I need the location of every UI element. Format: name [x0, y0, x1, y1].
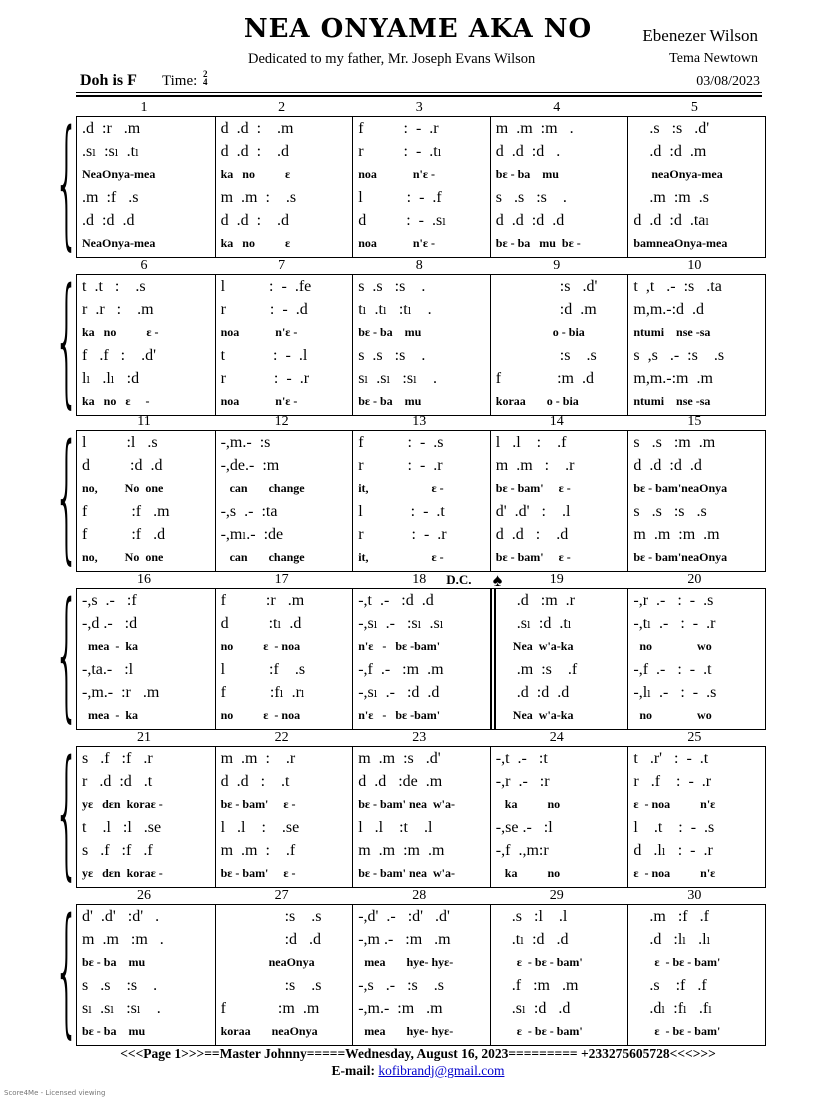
bass-notes: -,m.- :r .m — [82, 683, 160, 701]
measure — [215, 431, 353, 571]
header-rule — [76, 92, 762, 93]
tenor-notes: l :f .s — [220, 661, 306, 678]
measure-grid — [76, 116, 766, 258]
bass-notes: m .m :m .m — [358, 841, 445, 859]
lyric-line: bɛ - ba mu bɛ - — [495, 236, 581, 250]
lyric-line: neaOnya-mea — [633, 167, 723, 181]
lyric-line: ɛ - noa n'ɛ — [633, 866, 716, 880]
tenor-notes: .m :m .s — [633, 189, 709, 206]
tenor-notes: :s .s — [220, 977, 322, 994]
measure-grid — [76, 746, 766, 888]
soprano-notes: -,s .- :f — [82, 592, 137, 609]
measure — [627, 117, 765, 257]
soprano-notes: m .m : .r — [220, 750, 296, 767]
soprano-notes: -,t .- :d .d — [358, 592, 434, 609]
measure — [352, 275, 490, 415]
alto-notes: .d :lₗ .lₗ — [633, 930, 711, 948]
header-rule-thick — [76, 95, 762, 97]
lyric-line: bɛ - ba mu — [358, 325, 422, 339]
tenor-notes: -,s .- :ta — [220, 503, 278, 520]
lyric-line: Nea w'a-ka — [500, 639, 574, 653]
lyric-line: mea - ka — [82, 708, 138, 722]
soprano-notes: f :r .m — [220, 592, 305, 609]
alto-notes: .sₗ :sₗ .tₗ — [82, 142, 139, 160]
lyric-line: n'ɛ - bɛ -bam' — [358, 708, 441, 722]
lyric-line: ka no — [495, 797, 561, 811]
measure-number: 13 — [412, 414, 427, 429]
measure — [215, 117, 353, 257]
tenor-notes: :s .s — [495, 347, 597, 364]
measure-number: 19 — [549, 572, 564, 587]
tenor-notes: f .f : .d' — [82, 347, 156, 364]
lyric-line: NeaOnya-mea — [82, 236, 156, 250]
email-link[interactable]: kofibrandj@gmail.com — [378, 1063, 505, 1078]
da-capo-marking: D.C. — [446, 572, 472, 587]
lyric-line: ka no ɛ - — [82, 394, 150, 408]
measure — [627, 275, 765, 415]
bass-notes: lₗ .lₗ :d — [82, 369, 140, 387]
lyric-line: ka no ɛ — [220, 167, 291, 181]
measure — [77, 431, 215, 571]
lyric-line: can change — [220, 481, 305, 495]
lyric-line: ka no — [495, 866, 561, 880]
soprano-notes: -,t .- :t — [495, 750, 548, 767]
alto-notes: -,de.- :m — [220, 456, 280, 474]
soprano-notes: :s .d' — [495, 278, 598, 295]
system-brace: { — [54, 734, 80, 895]
email-label: E-mail: — [331, 1063, 376, 1078]
lyric-line: bɛ - ba mu — [82, 1024, 146, 1038]
time-label: Time: — [162, 73, 198, 89]
soprano-notes: .m :f .f — [633, 908, 709, 925]
measure — [77, 589, 215, 729]
alto-notes: r : - .r — [358, 456, 443, 474]
soprano-notes: m .m :m . — [495, 120, 574, 137]
measure-number: 30 — [687, 888, 702, 903]
tenor-notes: -,f .- : - .t — [633, 661, 712, 678]
tenor-notes: .f :m .m — [495, 977, 579, 994]
page-footer: <<<Page 1>>>==Master Johnny=====Wednesday, August 16, 2023========= +233275605728<<<>>> — [120, 1046, 716, 1061]
alto-notes: :d .d — [220, 930, 322, 948]
alto-notes: .sₗ :d .tₗ — [500, 614, 572, 632]
measure-number: 1 — [140, 100, 148, 115]
measure-number: 24 — [549, 730, 564, 745]
lyric-line: yɛ dɛn koraɛ - — [82, 797, 163, 811]
lyric-line: ɛ - noa n'ɛ — [633, 797, 716, 811]
lyric-line: ɛ - bɛ - bam' — [633, 955, 721, 969]
lyric-line: o - bia — [495, 325, 585, 339]
composer-name: Ebenezer Wilson — [642, 26, 758, 45]
measure-number: 17 — [274, 572, 289, 587]
measure-number: 26 — [137, 888, 151, 903]
segno-icon: ♠ — [492, 570, 503, 590]
lyric-line: bɛ - bam' nea w'a- — [358, 797, 455, 811]
alto-notes: -,m .- :m .m — [358, 930, 451, 948]
tenor-notes: -,s .- :s .s — [358, 977, 444, 994]
soprano-notes: t ,t .- :s .ta — [633, 278, 722, 295]
alto-notes: -,r .- :r — [495, 772, 550, 790]
lyric-line: ɛ - bɛ - bam' — [495, 955, 583, 969]
bass-notes: f :m .m — [220, 999, 320, 1017]
soprano-notes: .s :l .l — [495, 908, 568, 925]
lyric-line: bɛ - bam' ɛ - — [495, 481, 571, 495]
measure-number: 12 — [274, 414, 289, 429]
tenor-notes: s .s :s . — [495, 189, 567, 206]
tenor-notes: t .l :l .se — [82, 819, 162, 836]
measure-number: 15 — [687, 414, 702, 429]
key-signature: Doh is F — [80, 72, 137, 89]
soprano-notes: f : - .s — [358, 434, 444, 451]
soprano-notes: :s .s — [220, 908, 322, 925]
tenor-notes: s .s :s . — [82, 977, 158, 994]
system-brace: { — [54, 262, 80, 423]
measure — [352, 117, 490, 257]
bass-notes: d .d :d .taₗ — [633, 211, 710, 229]
bass-notes: -,lₗ .- : - .s — [633, 683, 717, 701]
tenor-notes: l : - .t — [358, 503, 445, 520]
lyric-line: bɛ - ba mu — [358, 394, 422, 408]
system-brace: { — [54, 892, 80, 1053]
lyric-line: mea - ka — [82, 639, 138, 653]
lyric-line: noa n'ɛ - — [220, 325, 298, 339]
measure — [490, 117, 628, 257]
soprano-notes: l :l .s — [82, 434, 158, 451]
tenor-notes: l .t : - .s — [633, 819, 715, 836]
tenor-notes: s ,s .- :s .s — [633, 347, 725, 364]
measure-number: 16 — [137, 572, 151, 587]
measure — [352, 589, 490, 729]
soprano-notes: .s :s .d' — [633, 120, 710, 137]
time-signature-top: 2 — [203, 69, 208, 79]
measure-number: 3 — [415, 100, 423, 115]
bass-notes: .d :d .d — [82, 211, 135, 229]
soprano-notes: .d :m .r — [500, 592, 575, 609]
lyric-line: noa n'ɛ - — [358, 236, 435, 250]
bass-notes: r : - .r — [358, 525, 447, 543]
measure-numbers — [76, 572, 768, 588]
alto-notes: d .d :d .d — [633, 456, 702, 474]
measure-numbers — [76, 414, 768, 430]
lyric-line: no wo — [633, 639, 712, 653]
lyric-line: mea hye- hyɛ- — [358, 1024, 454, 1038]
soprano-notes: d' .d' :d' . — [82, 908, 160, 925]
tenor-notes: l : - .f — [358, 189, 442, 206]
bass-notes: r : - .r — [220, 369, 310, 387]
soprano-notes: s .s :s . — [358, 278, 426, 295]
lyric-line: bɛ - bam' ɛ - — [220, 797, 296, 811]
bass-notes: -,m.- :m .m — [358, 999, 443, 1017]
bass-notes: -,f .,m:r — [495, 841, 549, 859]
measure — [77, 747, 215, 887]
soprano-notes: s .s :m .m — [633, 434, 716, 451]
bass-notes: d : - .sₗ — [358, 211, 447, 229]
lyric-line: bɛ - bam' nea w'a- — [358, 866, 455, 880]
alto-notes: -,tₗ .- : - .r — [633, 614, 716, 632]
bass-notes: -,mₗ.- :de — [220, 525, 284, 543]
lyric-line: NeaOnya-mea — [82, 167, 156, 181]
measure-number: 10 — [687, 258, 702, 273]
measure-grid — [76, 588, 766, 730]
measure-number: 29 — [549, 888, 564, 903]
time-signature — [203, 70, 208, 86]
tenor-notes: s .s :s . — [358, 347, 426, 364]
tenor-notes: .s :f .f — [633, 977, 707, 994]
soprano-notes: -,d' .- :d' .d' — [358, 908, 450, 925]
lyric-line: bɛ - bam' ɛ - — [495, 550, 571, 564]
alto-notes: m,m.-:d .d — [633, 300, 705, 318]
bass-notes: -,sₗ .- :d .d — [358, 683, 440, 701]
lyric-line: Nea w'a-ka — [500, 708, 574, 722]
alto-notes: m .m : .r — [495, 456, 575, 474]
measure — [215, 589, 353, 729]
alto-notes: d .d :de .m — [358, 772, 443, 790]
tenor-notes: t : - .l — [220, 347, 308, 364]
measure — [627, 905, 765, 1045]
lyric-line: bɛ - ba mu — [82, 955, 146, 969]
measure-grid — [76, 274, 766, 416]
soprano-notes: -,m.- :s — [220, 434, 271, 451]
soprano-notes: m .m :s .d' — [358, 750, 441, 767]
measure-number: 7 — [278, 258, 286, 273]
dedication: Dedicated to my father, Mr. Joseph Evans Wilson — [248, 51, 536, 67]
bass-notes: d .lₗ : - .r — [633, 841, 713, 859]
bass-notes: d .d : .d — [220, 211, 290, 229]
tenor-notes: d' .d' : .l — [495, 503, 571, 520]
alto-notes: r : - .d — [220, 300, 308, 318]
lyric-line: ntumi nse -sa — [633, 325, 711, 339]
measure-number: 27 — [274, 888, 289, 903]
soprano-notes: l .l : .f — [495, 434, 567, 451]
lyric-line: noa n'ɛ - — [220, 394, 298, 408]
lyric-line: bɛ - bam'neaOnya — [633, 481, 728, 495]
bass-notes: sₗ .sₗ :sₗ . — [358, 369, 437, 387]
soprano-notes: t .r' : - .t — [633, 750, 709, 767]
tenor-notes: l .l : .se — [220, 819, 300, 836]
email-line — [0, 1063, 836, 1079]
measure-number: 5 — [690, 100, 698, 115]
measure — [77, 905, 215, 1045]
measure-number: 22 — [274, 730, 289, 745]
bass-notes: .dₗ :fₗ .fₗ — [633, 999, 713, 1017]
measure-number: 4 — [553, 100, 561, 115]
measure-number: 11 — [137, 414, 151, 429]
alto-notes: :d .m — [495, 300, 597, 318]
composition-date: 03/08/2023 — [696, 74, 760, 89]
bass-notes: .sₗ :d .d — [495, 999, 571, 1017]
measure-number: 9 — [553, 258, 561, 273]
lyric-line: it, ɛ - — [358, 481, 444, 495]
system-brace: { — [54, 418, 80, 579]
lyric-line: ɛ - bɛ - bam' — [633, 1024, 721, 1038]
soprano-notes: t .t : .s — [82, 278, 146, 295]
alto-notes: d :d .d — [82, 456, 163, 474]
measure — [352, 905, 490, 1045]
song-title: NEA ONYAME AKA NO — [243, 14, 593, 44]
soprano-notes: s .f :f .r — [82, 750, 153, 767]
lyric-line: mea hye- hyɛ- — [358, 955, 454, 969]
measure-numbers — [76, 100, 768, 116]
tenor-notes: l .l :t .l — [358, 819, 433, 836]
measure-number: 2 — [278, 100, 286, 115]
alto-notes: r .d :d .t — [82, 772, 153, 790]
system-brace: { — [54, 576, 80, 737]
bass-notes: s .f :f .f — [82, 841, 153, 859]
bass-notes: sₗ .sₗ :sₗ . — [82, 999, 161, 1017]
measure-numbers — [76, 258, 768, 274]
lyric-line: koraa o - bia — [495, 394, 579, 408]
tenor-notes: m .m : .s — [220, 189, 297, 206]
measure-number: 25 — [687, 730, 702, 745]
lyric-line: bamneaOnya-mea — [633, 236, 728, 250]
tenor-notes: .m :f .s — [82, 189, 139, 206]
lyric-line: neaOnya — [220, 955, 315, 969]
lyric-line: no, No one — [82, 481, 164, 495]
bass-notes: d .d :d .d — [495, 211, 565, 229]
measure — [77, 117, 215, 257]
measure — [352, 431, 490, 571]
soprano-notes: f : - .r — [358, 120, 439, 137]
alto-notes: m .m :m . — [82, 930, 164, 948]
alto-notes: d :tₗ .d — [220, 614, 302, 632]
alto-notes: d .d : .d — [220, 142, 290, 160]
measure-number: 8 — [415, 258, 423, 273]
bass-notes: f :fₗ .rₗ — [220, 683, 305, 701]
lyric-line: noa n'ɛ - — [358, 167, 435, 181]
tenor-notes: f :f .m — [82, 503, 170, 520]
measure-grid — [76, 904, 766, 1046]
lyric-line: no, No one — [82, 550, 164, 564]
measure — [627, 431, 765, 571]
measure-numbers — [76, 730, 768, 746]
lyric-line: bɛ - ba mu — [495, 167, 559, 181]
tenor-notes: -,se .- :l — [495, 819, 553, 836]
bass-notes: f :m .d — [495, 369, 594, 387]
time-signature-bottom: 4 — [203, 77, 208, 87]
tenor-notes: -,ta.- :l — [82, 661, 134, 678]
measure — [490, 905, 628, 1045]
lyric-line: yɛ dɛn koraɛ - — [82, 866, 163, 880]
alto-notes: r .r : .m — [82, 300, 154, 318]
composer-location: Tema Newtown — [669, 51, 758, 66]
measure-number: 14 — [549, 414, 564, 429]
lyric-line: no wo — [633, 708, 712, 722]
measure-number: 18 — [412, 572, 427, 587]
alto-notes: .d :d .m — [633, 142, 707, 160]
measure-number: 23 — [412, 730, 427, 745]
bass-notes: .d :d .d — [500, 683, 570, 701]
measure-number: 28 — [412, 888, 427, 903]
measure — [215, 905, 353, 1045]
alto-notes: d .d : .t — [220, 772, 290, 790]
bass-notes: f :f .d — [82, 525, 166, 543]
lyric-line: n'ɛ - bɛ -bam' — [358, 639, 441, 653]
measure — [352, 747, 490, 887]
alto-notes: tₗ .tₗ :tₗ . — [358, 300, 432, 318]
measure — [490, 275, 628, 415]
lyric-line: ɛ - bɛ - bam' — [495, 1024, 583, 1038]
bass-notes: m .m :m .m — [633, 525, 720, 543]
measure — [490, 431, 628, 571]
measure-number: 6 — [140, 258, 148, 273]
measure-number: 20 — [687, 572, 702, 587]
alto-notes: r .f : - .r — [633, 772, 712, 790]
bass-notes: m .m : .f — [220, 841, 296, 859]
alto-notes: -,sₗ .- :sₗ .sₗ — [358, 614, 444, 632]
soprano-notes: .d :r .m — [82, 120, 141, 137]
alto-notes: -,d .- :d — [82, 614, 138, 632]
lyric-line: can change — [220, 550, 305, 564]
measure — [490, 747, 628, 887]
measure — [490, 589, 628, 729]
lyric-line: bɛ - bam' ɛ - — [220, 866, 296, 880]
measure — [627, 747, 765, 887]
alto-notes: .tₗ :d .d — [495, 930, 569, 948]
bass-notes: m,m.-:m .m — [633, 369, 713, 387]
measure — [627, 589, 765, 729]
measure — [215, 747, 353, 887]
tenor-notes: .m :s .f — [500, 661, 578, 678]
lyric-line: ntumi nse -sa — [633, 394, 711, 408]
soprano-notes: l : - .fe — [220, 278, 312, 295]
tenor-notes: s .s :s .s — [633, 503, 707, 520]
measure — [77, 275, 215, 415]
lyric-line: ka no ɛ — [220, 236, 291, 250]
lyric-line: ka no ɛ - — [82, 325, 159, 339]
soprano-notes: -,r .- : - .s — [633, 592, 714, 609]
alto-notes: r : - .tₗ — [358, 142, 442, 160]
alto-notes: d .d :d . — [495, 142, 561, 160]
soprano-notes: d .d : .m — [220, 120, 294, 137]
lyric-line: koraa neaOnya — [220, 1024, 318, 1038]
bass-notes: d .d : .d — [495, 525, 569, 543]
system-brace: { — [54, 104, 80, 265]
lyric-line: no ɛ - noa — [220, 708, 301, 722]
measure-grid — [76, 430, 766, 572]
measure-number: 21 — [137, 730, 151, 745]
lyric-line: bɛ - bam'neaOnya — [633, 550, 728, 564]
watermark: Score4Me - Licensed viewing — [4, 1089, 106, 1097]
tenor-notes: -,f .- :m .m — [358, 661, 444, 678]
measure — [215, 275, 353, 415]
lyric-line: no ɛ - noa — [220, 639, 301, 653]
lyric-line: it, ɛ - — [358, 550, 444, 564]
measure-numbers — [76, 888, 768, 904]
